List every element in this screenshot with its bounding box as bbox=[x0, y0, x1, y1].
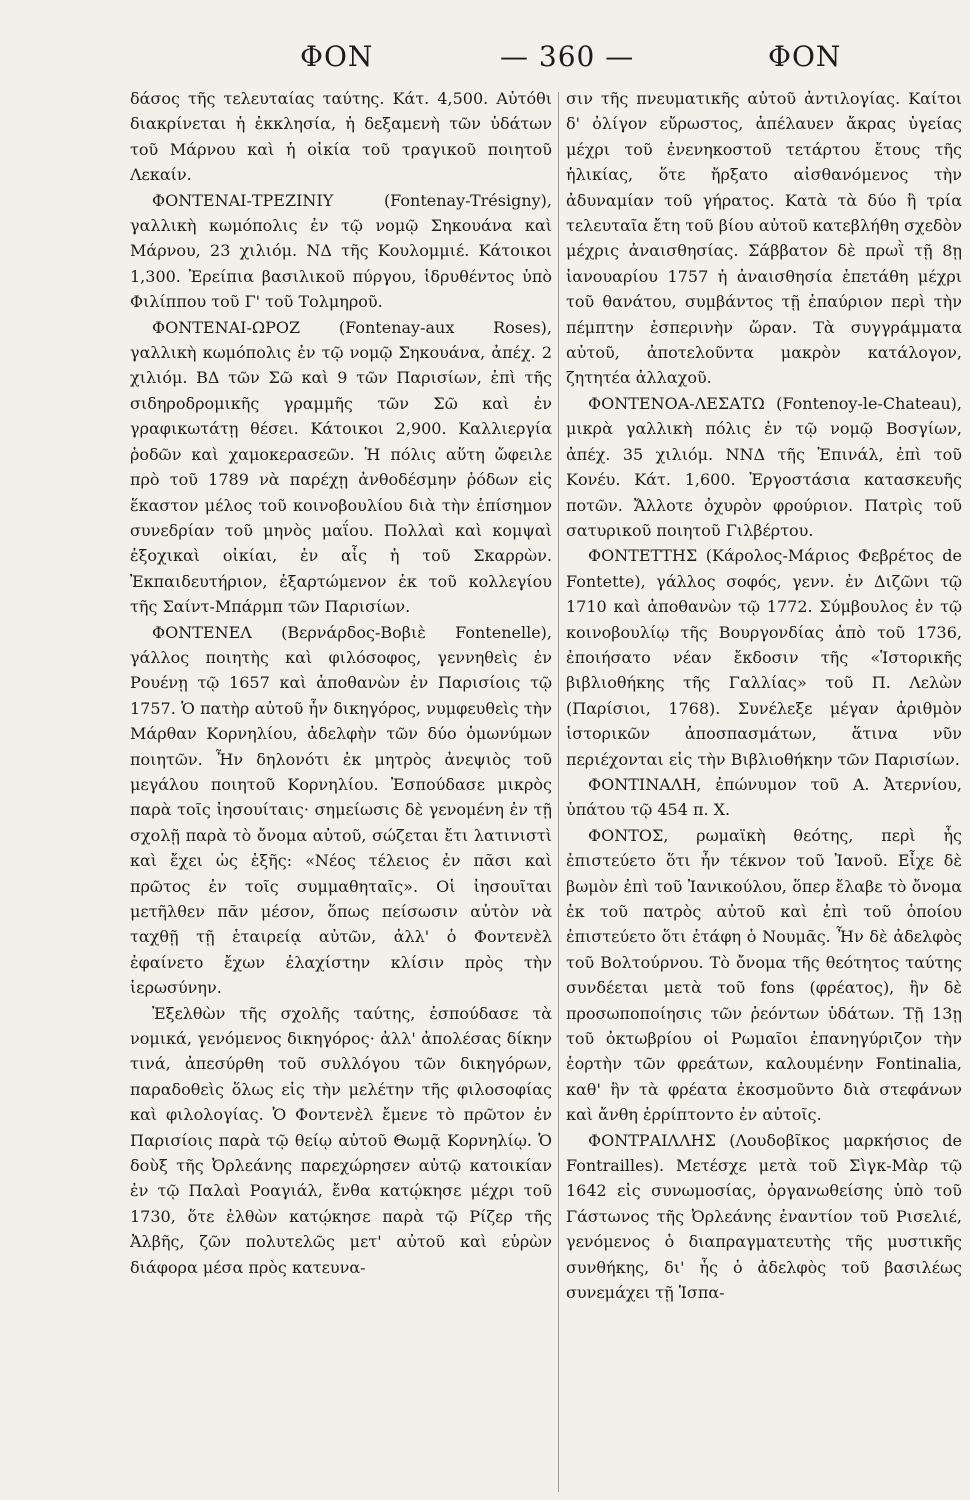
entry-fontinalis: ΦΟΝΤΙΝΑΛΗ, ἐπώνυμον τοῦ Α. Ἀτερνίου, ὑπάτου τῷ 454 π. Χ. bbox=[566, 774, 962, 820]
column-divider bbox=[558, 92, 559, 1492]
entry-fontus: ΦΟΝΤΟΣ, ρωμαϊκὴ θεότης, περὶ ἧς ἐπιστεύετο ὅτι ἦν τέκνον τοῦ Ἰανοῦ. Εἶχε δὲ βωμὸν ἐπὶ τοῦ Ἰανικούλου, ὅπερ ἔλαβε τὸ ὄνομα ἐκ τοῦ πατρὸς αὐτοῦ καὶ ἐπὶ τοῦ ὁποίου ἐπιστεύετο ὅτι ἐτάφη ὁ Νουμᾶς. Ἦν δὲ ἀδελφὸς τοῦ Βολτούρνου. Τὸ ὄνομα τῆς θεότητος ταύτης συνδέεται μετὰ τοῦ fons (φρέατος), ἣν δὲ προσωποποίησις τῶν ῥεόντων ὑδάτων. Τῇ 13ῃ τοῦ ὀκτωβρίου οἱ Ρωμαῖοι ἐπανηγύριζον τὴν ἑορτὴν τῶν φρεάτων, καλουμένην Fontinalia, καθ' ἣν τὰ φρέατα ἐκοσμοῦντο διὰ στεφάνων καὶ ἄνθη ἐρρίπτοντο ἐν αὐτοῖς. bbox=[566, 825, 962, 1125]
paragraph: σιν τῆς πνευματικῆς αὐτοῦ ἀντιλογίας. Καίτοι δ' ὀλίγον εὔρωστος, ἀπέλαυεν ἄκρας ὑγείας μέχρι τοῦ ἐνενηκοστοῦ τετάρτου ἔτους τῆς ἡλικίας, ὅτε ἤρξατο αἰσθανόμενος τὴν ἀδυναμίαν τοῦ γήρατος. Κατὰ τὰ δύο ἢ τρία τελευταῖα ἔτη τοῦ βίου αὐτοῦ κατεβλήθη σχεδὸν μέχρις ἀναισθησίας. Σάββατον δὲ πρωῒ τῇ 8ῃ ἰανουαρίου 1757 ἡ ἀναισθησία ἐπετάθη μέχρι τοῦ θανάτου, συμβάντος τῇ ἐπαύριον περὶ τὴν πέμπτην ἑσπερινὴν ὥραν. Τὰ συγγράμματα αὐτοῦ, ἀποτελοῦντα μακρὸν κατάλογον, ζητητέα ἀλλαχοῦ. bbox=[566, 89, 962, 388]
page-number: — 360 — bbox=[500, 40, 635, 73]
right-column bbox=[566, 86, 962, 1488]
paragraph: δάσος τῆς τελευταίας ταύτης. Κάτ. 4,500. Αὐτόθι διακρίνεται ἡ ἐκκλησία, ἡ δεξαμενὴ τῶν ὑδάτων τοῦ Μάρνου καὶ ἡ οἰκία τοῦ τραγικοῦ ποιητοῦ Λεκαίν. bbox=[130, 89, 552, 185]
header-right-keyword: ΦΟΝ bbox=[768, 40, 842, 73]
entry-fontenay-tresigny: ΦΟΝΤΕΝΑΙ-ΤΡΕΖΙΝΙΥ (Fontenay-Trésigny), γαλλικὴ κωμόπολις ἐν τῷ νομῷ Σηκουάνα καὶ Μάρνου, 23 χιλιόμ. ΝΔ τῆς Κουλομμιέ. Κάτοικοι 1,300. Ἐρείπια βασιλικοῦ πύργου, ἱδρυθέντος ὑπὸ Φιλίππου τοῦ Γ' τοῦ Τολμηροῦ. bbox=[130, 190, 552, 312]
entry-fontette: ΦΟΝΤΕΤΤΗΣ (Κάρολος-Μάριος Φεβρέτος de Fontette), γάλλος σοφός, γενν. ἐν Διζῶνι τῷ 1710 καὶ ἀποθανὼν τῷ 1772. Σύμβουλος ἐν τῷ κοινοβουλίῳ τῆς Βουργονδίας ἀπὸ τοῦ 1736, ἐποιήσατο νέαν ἔκδοσιν τῆς «Ἱστορικῆς βιβλιοθήκης τῆς Γαλλίας» τοῦ Π. Λελὼν (Παρίσιοι, 1768). Συνέλεξε μέγαν ἀριθμὸν ἱστορικῶν ἀποσπασμάτων, ἅτινα νῦν περιέχονται εἰς τὴν Βιβλιοθήκην τῶν Παρισίων. bbox=[566, 546, 962, 769]
entry-fontenoy-le-chateau: ΦΟΝΤΕΝΟΑ-ΛΕΣΑΤΩ (Fontenoy-le-Chateau), μικρὰ γαλλικὴ πόλις ἐν τῷ νομῷ Βοσγίων, ἀπέχ. 35 χιλιόμ. ΝΝΔ τῆς Ἐπινάλ, ἐπὶ τοῦ Κονέυ. Κάτ. 1,600. Ἐργοστάσια κατασκευῆς ποτῶν. Ἄλλοτε ὀχυρὸν φρούριον. Πατρὶς τοῦ σατυρικοῦ ποιητοῦ Γιλβέρτου. bbox=[566, 393, 962, 540]
entry-fontrailles: ΦΟΝΤΡΑΙΛΛΗΣ (Λουδοβῖκος μαρκήσιος de Fontrailles). Μετέσχε μετὰ τοῦ Σὶγκ-Μὰρ τῷ 1642 εἰς συνωμοσίας, ὀργανωθείσης ὑπὸ τοῦ Γάστωνος τῆς Ὀρλεάνης ἐναντίον τοῦ Ρισελιέ, γενόμενος ὁ διαπραγματευτὴς τῆς μυστικῆς συνθήκης, δι' ἧς ὁ ἀδελφὸς τοῦ βασιλέως συνεμάχει τῇ Ἱσπα- bbox=[566, 1130, 962, 1303]
paragraph: Ἐξελθὼν τῆς σχολῆς ταύτης, ἐσπούδασε τὰ νομικά, γενόμενος δικηγόρος· ἀλλ' ἀπολέσας δίκην τινά, ἀπεσύρθη τοῦ συλλόγου τῶν δικηγόρων, παραδοθεὶς ὅλως εἰς τὴν μελέτην τῆς φιλοσοφίας καὶ φιλολογίας. Ὁ Φοντενὲλ ἔμενε τὸ πρῶτον ἐν Παρισίοις παρὰ τῷ θείῳ αὐτοῦ Θωμᾷ Κορνηλίῳ. Ὁ δοὺξ τῆς Ὀρλεάνης παρεχώρησεν αὐτῷ κατοικίαν ἐν τῷ Παλαὶ Ροαγιάλ, ἔνθα κατῴκησε μέχρι τοῦ 1730, ὅτε ἐλθὼν κατῴκησε παρὰ τῷ Ρίζερ τῆς Ἀλβῆς, ζῶν πολυτελῶς μετ' αὐτοῦ καὶ εὑρὼν διάφορα μέσα πρὸς κατευνα- bbox=[130, 1003, 552, 1277]
running-header bbox=[0, 40, 970, 90]
header-left-keyword: ΦΟΝ bbox=[300, 40, 374, 73]
entry-fontenelle: ΦΟΝΤΕΝΕΛ (Βερνάρδος-Βοβιὲ Fontenelle), γάλλος ποιητὴς καὶ φιλόσοφος, γεννηθεὶς ἐν Ρουένῃ τῷ 1657 καὶ ἀποθανὼν ἐν Παρισίοις τῷ 1757. Ὁ πατὴρ αὐτοῦ ἦν δικηγόρος, νυμφευθεὶς τὴν Μάρθαν Κορνηλίου, ἀδελφὴν τῶν δύο ὁμωνύμων ποιητῶν. Ἦν δηλονότι ἐκ μητρὸς ἀνεψιὸς τοῦ μεγάλου ποιητοῦ Κορνηλίου. Ἐσπούδασε μικρὸς παρὰ τοῖς ἰησουίταις· σημείωσις δὲ γενομένη ἐν τῇ σχολῇ παρὰ τὸ ὄνομα αὐτοῦ, σώζεται ἔτι λατινιστὶ καὶ ἔχει ὡς ἑξῆς: «Νέος τέλειος ἐν πᾶσι καὶ πρῶτος ἐν τοῖς συμμαθηταῖς». Οἱ ἰησουῖται μετῆλθεν πᾶν μέσον, ὅπως πείσωσιν αὐτὸν νὰ ταχθῇ τῇ ἑταιρείᾳ αὐτῶν, ἀλλ' ὁ Φοντενὲλ ἐφαίνετο ἔχων ἐλαχίστην κλίσιν πρὸς τὴν ἱερωσύνην. bbox=[130, 622, 552, 998]
left-column bbox=[130, 86, 552, 1488]
entry-fontenay-aux-roses: ΦΟΝΤΕΝΑΙ-ΩΡΟΖ (Fontenay-aux Roses), γαλλικὴ κωμόπολις ἐν τῷ νομῷ Σηκουάνα, ἀπέχ. 2 χιλιόμ. ΒΔ τῶν Σῶ καὶ 9 τῶν Παρισίων, ἐπὶ τῆς σιδηροδρομικῆς γραμμῆς τῶν Σῶ καὶ ἐν γραφικωτάτῃ θέσει. Κάτοικοι 2,900. Καλλιεργία ῥοδῶν καὶ χαμοκερασεῶν. Ἡ πόλις αὕτη ὤφειλε πρὸ τοῦ 1789 νὰ παρέχῃ ἀνθοδέσμην ῥόδων εἰς ἕκαστον μέλος τοῦ κοινοβουλίου διὰ τὴν ἐπίσημον συνεδρίαν τοῦ μηνὸς μαΐου. Πολλαὶ καὶ κομψαὶ ἐξοχικαὶ οἰκίαι, ἐν αἷς ἡ τοῦ Σκαρρὼν. Ἐκπαιδευτήριον, ἐξαρτώμενον ἐκ τοῦ κολλεγίου τῆς Σαίντ-Μπάρμπ τῶν Παρισίων. bbox=[130, 317, 552, 617]
